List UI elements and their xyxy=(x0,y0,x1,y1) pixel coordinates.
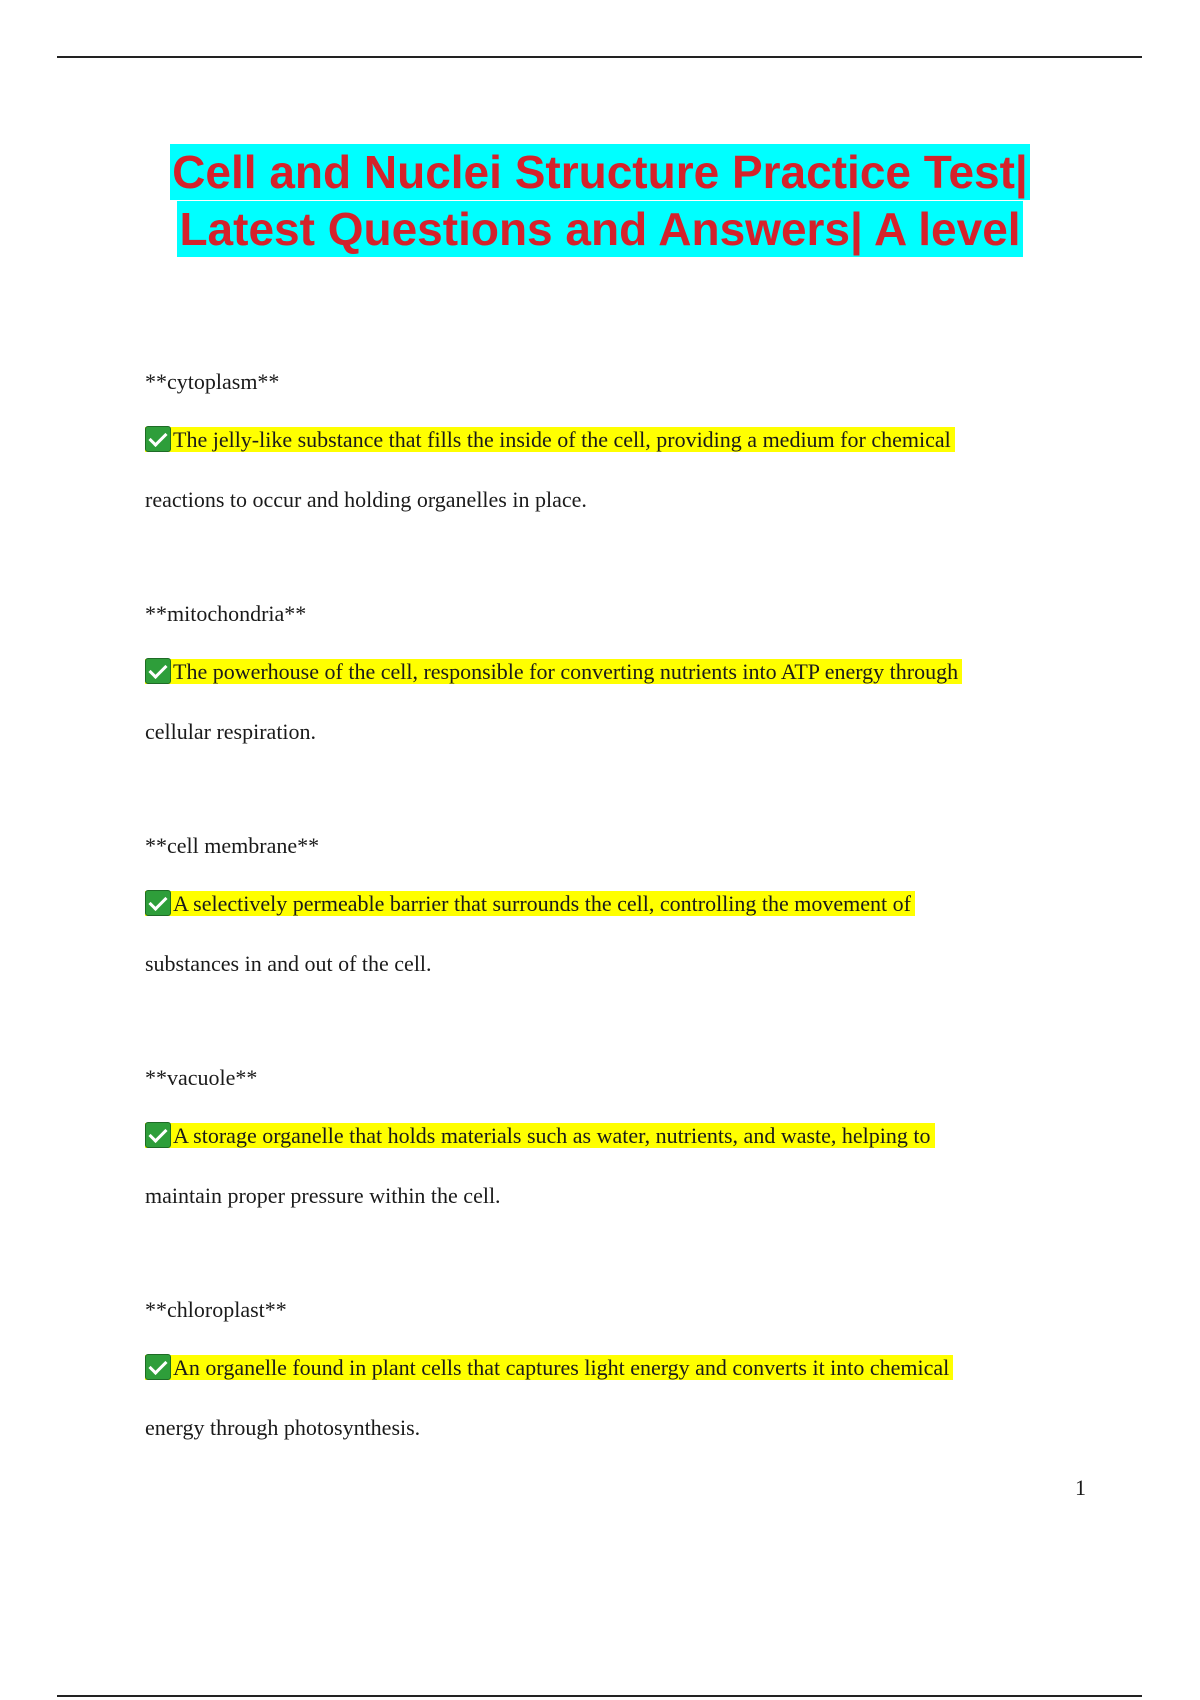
page-number: 1 xyxy=(1075,1475,1086,1500)
answer-first-line xyxy=(145,424,955,456)
term: **mitochondria** xyxy=(145,601,307,626)
answer-continuation: reactions to occur and holding organelles in place. xyxy=(145,487,587,512)
answer-continuation: cellular respiration. xyxy=(145,719,317,744)
answer-text: The jelly-like substance that fills the inside of the cell, providing a medium for chemical xyxy=(173,427,951,452)
title-line-2: Latest Questions and Answers| A level xyxy=(179,203,1021,255)
check-mark-icon xyxy=(145,426,171,452)
check-mark-icon xyxy=(145,1354,171,1380)
answer-first-line xyxy=(145,888,915,920)
check-mark-icon xyxy=(145,1122,171,1148)
qa-entry-mitochondria xyxy=(145,592,1065,824)
answer-continuation: maintain proper pressure within the cell. xyxy=(145,1183,501,1208)
term: **cytoplasm** xyxy=(145,369,280,394)
bottom-rule xyxy=(57,1695,1142,1697)
answer-first-line xyxy=(145,1352,953,1384)
answer-highlight xyxy=(145,891,915,916)
check-mark-icon xyxy=(145,890,171,916)
answer-text: A selectively permeable barrier that surrounds the cell, controlling the movement of xyxy=(173,891,911,916)
term: **cell membrane** xyxy=(145,833,320,858)
answer-continuation: substances in and out of the cell. xyxy=(145,951,432,976)
term: **vacuole** xyxy=(145,1065,258,1090)
top-rule xyxy=(57,56,1142,58)
answer-highlight xyxy=(145,1355,953,1380)
title-line-1: Cell and Nuclei Structure Practice Test| xyxy=(172,146,1028,198)
answer-first-line xyxy=(145,656,962,688)
qa-entry-cytoplasm xyxy=(145,360,1065,592)
answer-highlight xyxy=(145,1123,935,1148)
qa-entry-vacuole xyxy=(145,1056,1065,1288)
check-mark-icon xyxy=(145,658,171,684)
answer-highlight xyxy=(145,427,955,452)
answer-continuation: energy through photosynthesis. xyxy=(145,1415,421,1440)
document-title xyxy=(0,144,1200,258)
answer-highlight xyxy=(145,659,962,684)
answer-text: A storage organelle that holds materials such as water, nutrients, and waste, helping to xyxy=(173,1123,931,1148)
qa-entry-cell-membrane xyxy=(145,824,1065,1056)
answer-first-line xyxy=(145,1120,935,1152)
qa-entry-chloroplast xyxy=(145,1288,1065,1520)
qa-list xyxy=(145,360,1065,1520)
term: **chloroplast** xyxy=(145,1297,287,1322)
answer-text: The powerhouse of the cell, responsible for converting nutrients into ATP energy through xyxy=(173,659,959,684)
answer-text: An organelle found in plant cells that captures light energy and converts it into chemical xyxy=(173,1355,950,1380)
